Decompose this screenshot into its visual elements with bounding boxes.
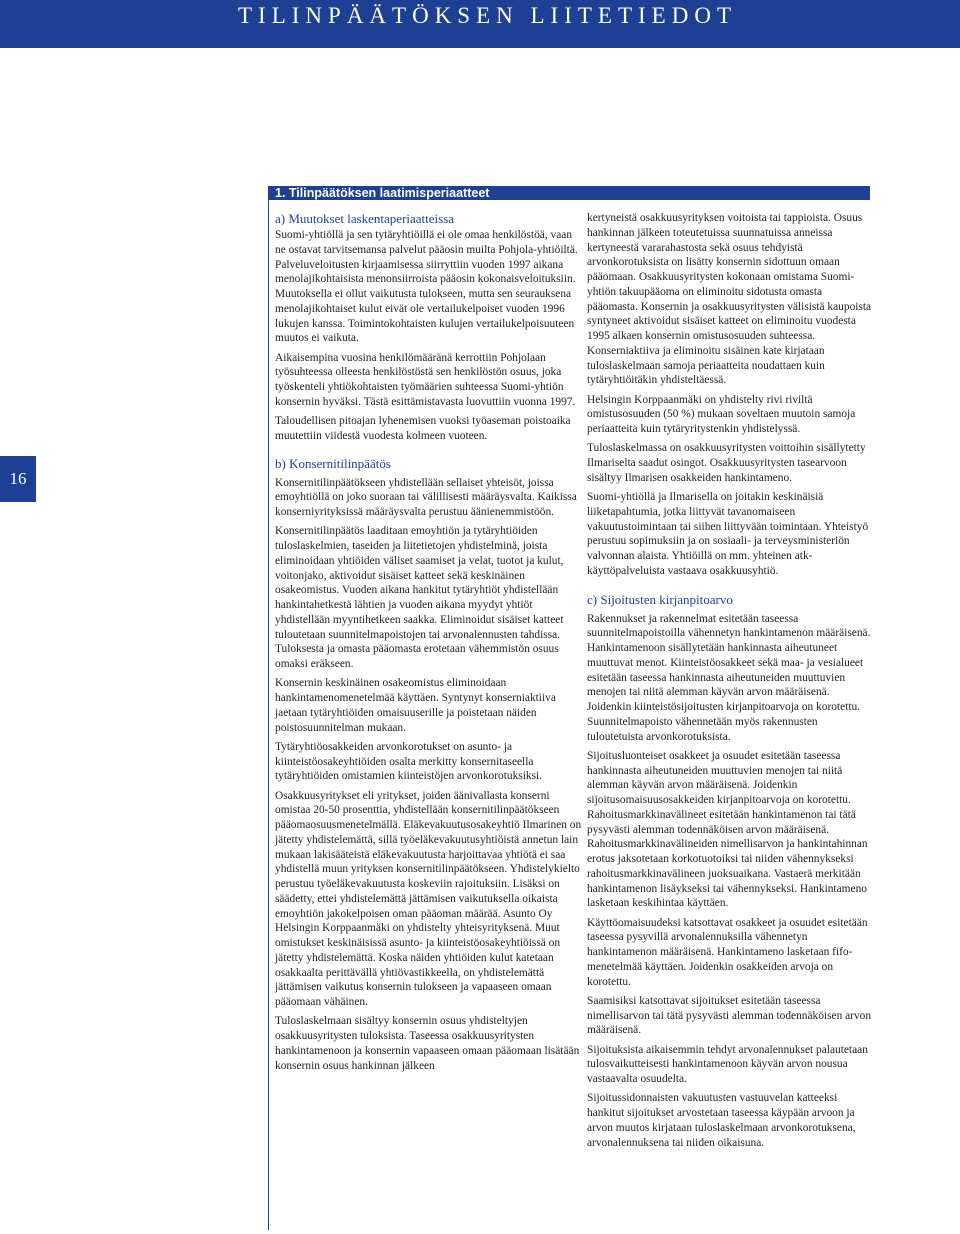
column-divider: [268, 186, 269, 1230]
page-title: TILINPÄÄTÖKSEN LIITETIEDOT: [238, 3, 738, 28]
paragraph: Konsernin keskinäinen osakeomistus eliminoidaan hankintamenomenetelmää käyttäen. Syntynyt konserniaktiiva jaetaan tytäryhtiöiden omaisuuserille ja poistetaan näiden poistosuunnitelman mukaan.: [275, 677, 556, 734]
paragraph: Tuloslaskelmassa on osakkuusyritysten voittoihin sisällytetty Ilmariselta saadut osingot. Osakkuusyritysten tasearvoon sisältyy Ilmarisen osakkeiden hankintameno.: [587, 442, 866, 484]
paragraph: Suomi-yhtiöllä ja sen tytäryhtiöillä ei ole omaa henkilöstöä, vaan ne ostavat tarvitsemansa palvelut pääosin muilta Pohjola-yhtiöiltä. Palveluveloitusten kirjaamisessa siirryttiin vuoden 1997 aikana menolajikohtaisista menonsiirroista pääosin kokonaisveloituksiin. Muutoksella ei ollut vaikutusta tulokseen, mutta sen seurauksena menolajikohtaiset kulut eivät ole vertailukelpoiset vuoden 1996 lukujen kanssa. Toimintokohtaisten kulujen vertailukelpoisuuteen muutos ei vaikuta.: [275, 229, 578, 345]
paragraph: kertyneistä osakkuusyrityksen voitoista tai tappioista. Osuus hankinnan jälkeen toteutetuissa suunnatuissa anneissa kertyneestä vararahastosta sekä osuus tehdyistä arvonkorotuksista on lisätty konsernin sidottuun omaan pääomaan. Osakkuusyritysten kokonaan omistama Suomi-yhtiön takuupääoma on eliminoitu sidotusta omasta pääomasta. Konsernin ja osakkuusyritysten välisistä kaupoista syntyneet aktivoidut sisäiset katteet on eliminoitu vuodesta 1995 alkaen konsernin omistusosuuden suhteessa. Konserniaktiiva ja eliminoitu sisäinen kate kirjataan tuloslaskelmaan samoja periaatteita noudattaen kuin tytäryhtiöitäkin yhdisteltäessä.: [587, 212, 872, 387]
paragraph: Suomi-yhtiöllä ja Ilmarisella on joitakin keskinäisiä liiketapahtumia, jotka liittyvät tavanomaiseen vakuutustoimintaan tai siihen liittyvään toimintaan. Yhteistyö perustuu sopimuksiin ja on sosiaali- ja terveysministeriön valvonnan alaista. Yhtiöillä on mm. yhteinen atk-käyttöpalveluista vastaava osakkuusyhtiö.: [587, 491, 869, 577]
left-column: [275, 211, 585, 1078]
paragraph: Saamisiksi katsottavat sijoitukset esitetään taseessa nimellisarvon tai tätä pysyvästi alemman todennäköisen arvon määräisenä.: [587, 994, 872, 1037]
paragraph: Käyttöomaisuudeksi katsottavat osakkeet ja osuudet esitetään taseessa pysyvillä arvonalennuksilla vähennetyn hankintamenon määräisenä. Hankintameno lasketaan fifo-menetelmää käyttäen. Joidenkin osakkeiden arvoja on korotettu.: [587, 916, 868, 988]
subheading-b: b) Konsernitilinpäätös: [275, 455, 391, 471]
paragraph: Sijoitussidonnaisten vakuutusten vastuuvelan katteeksi hankitut sijoitukset arvostetaan taseessa käypään arvoon ja arvon muutos kirjataan tuloslaskelmaan arvonkorotuksena, arvonalennuksena tai niiden oikaisuna.: [587, 1092, 856, 1149]
paragraph: Helsingin Korppaanmäki on yhdistelty rivi riviltä omistusosuuden (50 %) mukaan soveltaen muutoin samoja periaatteita kuin tytäryritystenkin yhdistelyssä.: [587, 393, 856, 435]
paragraph: Sijoituksista aikaisemmin tehdyt arvonalennukset palautetaan tulosvaikutteisesti hankintamenoon käyvän arvon nousua vastaavalta osuudelta.: [587, 1043, 868, 1085]
header-band: [0, 0, 960, 48]
paragraph: Osakkuusyritykset eli yritykset, joiden äänivallasta konserni omistaa 20-50 prosenttia, yhdistellään konsernitilinpäätökseen pääomaosuusmenetelmällä. Eläkevakuutusosakeyhtiö Ilmarinen on jätetty yhdistelemättä, sillä työeläkevakuutusyhtiöistä annetun lain mukaan lakisääteistä eläkevakuutusta harjoittavaa yhtiötä ei saa yhdistellä muun yrityksen konsernitilinpäätökseen. Yhdistelykielto perustuu työeläkevakuutusta koskeviin rajoituksiin. Lisäksi on säädetty, ettei yhdistelemättä jättämisen vaikutuksella oikaista emoyhtiön jakokelpoisen oman pääoman määrää. Asunto Oy Helsingin Korppaanmäki on yhdistelty yhteisyrityksenä. Muut omistukset keskinäisissä asunto- ja kiinteistöosakeyhtiöissä on jätetty yhdistelemättä. Koska näiden yhtiöiden kulut katetaan osakkaalta perittävällä yhtiövastikkeella, on yhdistelemättä jättämisen vaikutus konsernin tulokseen ja vapaaseen omaan pääomaan vähäinen.: [275, 789, 582, 1008]
paragraph: Aikaisempina vuosina henkilömääränä kerrottiin Pohjolaan työsuhteessa olleesta henkilöstöstä sen henkilöstön osuus, joka työskenteli yhtiökohtaisten työmäärien suhteessa Suomi-yhtiön konsernin hyväksi. Tästä esittämistavasta luovuttiin vuonna 1997.: [275, 351, 576, 408]
right-column: [587, 211, 874, 1155]
paragraph: Taloudellisen pitoajan lyhenemisen vuoksi työaseman poistoaika muutettiin viidestä vuodesta kolmeen vuoteen.: [275, 415, 571, 442]
paragraph: Sijoitusluonteiset osakkeet ja osuudet esitetään taseessa hankinnasta aiheutuneiden muuttuvien menojen tai niitä alemman käyvän arvon määräisenä. Joidenkin sijoitusomaisuusosakkeiden kirjanpitoarvoja on korotettu. Rahoitusmarkkinavälineet esitetään hankintamenon tai tätä pysyvästi alemman todennäköisen arvon määräisenä. Rahoitusmarkkinavälineiden nimellisarvon ja hankintahinnan erotus jaksotetaan korkotuotoiksi tai niiden vähennykseksi rahoitusmarkkinavälineen juoksuaikana. Vastaerä merkitään hankintamenon lisäykseksi tai vähennykseksi. Hankintameno lasketaan keskihintaa käyttäen.: [587, 749, 868, 910]
paragraph: Rakennukset ja rakennelmat esitetään taseessa suunnitelmapoistoilla vähennetyn hankintamenon määräisenä. Hankintamenoon sisällytetään hankinnasta aiheutuneet muuttuvat menot. Kiinteistöosakkeet sekä maa- ja vesialueet esitetään taseessa hankinnasta aiheutuneiden muuttuvien menojen tai niitä alemman käyvän arvon määräisenä. Joidenkin kiinteistösijoitusten kirjanpitoarvoja on korotettu. Suunnitelmapoisto vähennetään myös rakennusten tuloutetuista arvonkorotuksista.: [587, 612, 871, 743]
subheading-a: a) Muutokset laskentaperiaatteissa: [275, 211, 455, 226]
paragraph: Tytäryhtiöosakkeiden arvonkorotukset on asunto- ja kiinteistöosakeyhtiöiden osalta merkitty konsernitaseella tytäryhtiöiden omistamien kiinteistöjen arvonkorotuksiksi.: [275, 740, 543, 783]
paragraph: Konsernitilinpäätökseen yhdistellään sellaiset yhteisöt, joissa emoyhtiöllä on joko suoraan tai välillisesti määräysvalta. Kaikissa konserniyrityksissä määräysvalta perustuu äänienemmistöön.: [275, 476, 577, 518]
subheading-c: c) Sijoitusten kirjanpitoarvo: [587, 591, 733, 607]
paragraph: Konsernitilinpäätös laaditaan emoyhtiön ja tytäryhtiöiden tuloslaskelmien, taseiden ja liitetietojen yhdistelminä, joista eliminoidaan yhtiöiden väliset saamiset ja velat, tuotot ja kulut, voitonjako, aktivoidut sisäiset katteet sekä keskinäinen osakeomistus. Vuoden aikana hankitut tytäryhtiöt yhdistellään hankintahetkestä lähtien ja vuoden aikana myydyt yhtiöt yhdistellään myyntihetkeen saakka. Eliminoidut sisäiset katteet tuloutetaan suunnitelmapoistojen tai arvonalennusten tahdissa. Tuloksesta ja omasta pääomasta erotetaan vähemmistön osuus omaksi eräkseen.: [275, 525, 564, 670]
section-title: 1. Tilinpäätöksen laatimisperiaatteet: [275, 186, 490, 200]
page-number-badge: 16: [0, 456, 36, 502]
paragraph: Tuloslaskelmaan sisältyy konsernin osuus yhdisteltyjen osakkuusyritysten tuloksista. Taseessa osakkuusyritysten hankintamenoon ja konsernin vapaaseen omaan pääomaan lisätään konsernin osuus hankinnan jälkeen: [275, 1015, 580, 1072]
